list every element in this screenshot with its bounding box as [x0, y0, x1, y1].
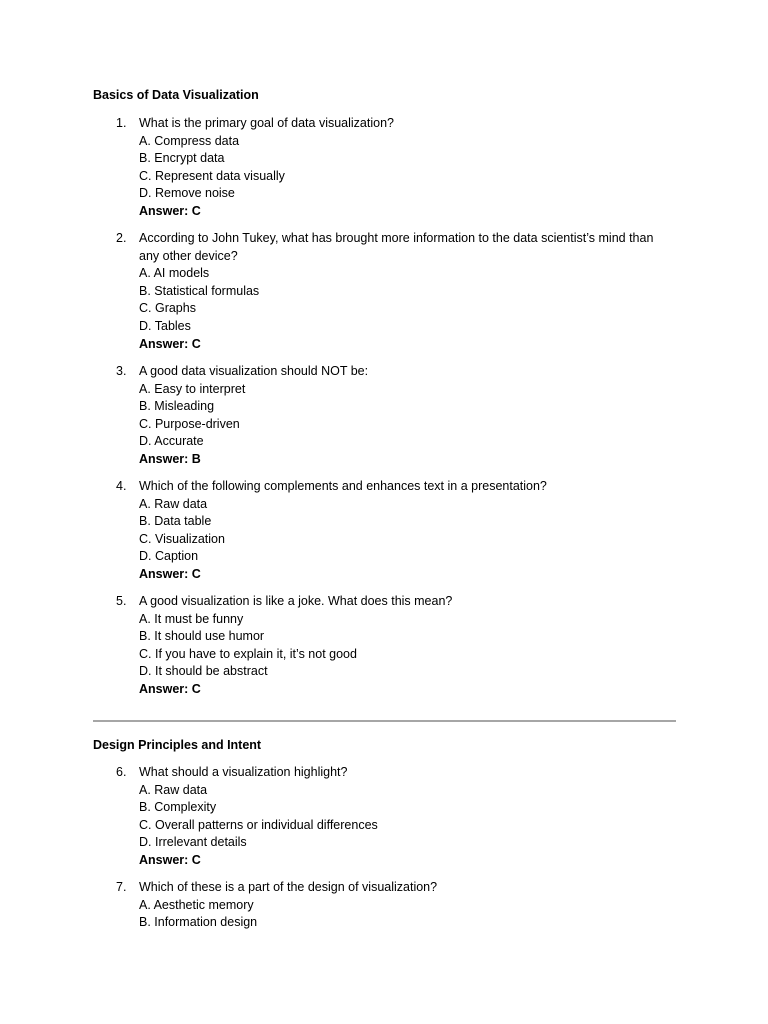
answer-key: Answer: C	[139, 203, 201, 218]
option-d: D. Irrelevant details	[139, 835, 247, 850]
option-d: D. Remove noise	[139, 186, 235, 201]
question-7	[116, 879, 676, 932]
answer-key: Answer: C	[139, 681, 201, 696]
question-number: 6.	[116, 765, 127, 779]
question-4	[116, 478, 676, 584]
question-text: Which of the following complements and enhances text in a presentation?	[139, 479, 547, 493]
option-c: C. Visualization	[139, 531, 225, 546]
option-d: D. Tables	[139, 318, 191, 333]
question-number: 3.	[116, 364, 127, 378]
question-text: Which of these is a part of the design of visualization?	[139, 880, 438, 894]
option-b: B. Information design	[139, 915, 258, 930]
option-a: A. Compress data	[139, 133, 240, 148]
answer-key: Answer: C	[139, 336, 201, 351]
option-b: B. Misleading	[139, 399, 215, 414]
option-a: A. It must be funny	[139, 611, 244, 626]
question-number: 1.	[116, 116, 127, 130]
question-text: What is the primary goal of data visualization?	[139, 116, 394, 130]
question-1	[116, 115, 676, 221]
question-text: According to John Tukey, what has brought more information to the data scientist’s mind than any other device?	[139, 231, 654, 263]
option-b: B. It should use humor	[139, 629, 265, 644]
option-c: C. Graphs	[139, 301, 196, 316]
option-d: D. Accurate	[139, 434, 204, 449]
question-5	[116, 593, 676, 699]
question-6	[116, 764, 676, 870]
answer-key: Answer: C	[139, 566, 201, 581]
section-title: Design Principles and Intent	[93, 738, 262, 752]
option-a: A. AI models	[139, 266, 210, 281]
answer-key: Answer: B	[139, 451, 201, 466]
option-c: C. Purpose-driven	[139, 416, 240, 431]
section-title: Basics of Data Visualization	[93, 88, 259, 102]
option-b: B. Complexity	[139, 800, 217, 815]
question-3	[116, 363, 676, 469]
question-number: 5.	[116, 594, 127, 608]
question-number: 4.	[116, 479, 127, 493]
option-a: A. Raw data	[139, 496, 208, 511]
question-2	[116, 230, 676, 353]
question-number: 2.	[116, 231, 127, 245]
option-b: B. Data table	[139, 514, 212, 529]
question-text: A good data visualization should NOT be:	[139, 364, 369, 378]
option-c: C. Represent data visually	[139, 168, 285, 183]
option-d: D. It should be abstract	[139, 664, 268, 679]
option-a: A. Aesthetic memory	[139, 897, 254, 912]
question-text: What should a visualization highlight?	[139, 765, 348, 779]
option-b: B. Encrypt data	[139, 151, 225, 166]
option-b: B. Statistical formulas	[139, 283, 260, 298]
question-number: 7.	[116, 880, 127, 894]
option-d: D. Caption	[139, 549, 199, 564]
option-c: C. Overall patterns or individual differences	[139, 817, 378, 832]
option-a: A. Raw data	[139, 782, 208, 797]
option-a: A. Easy to interpret	[139, 381, 246, 396]
option-c: C. If you have to explain it, it’s not good	[139, 646, 357, 661]
answer-key: Answer: C	[139, 852, 201, 867]
section-divider	[93, 720, 676, 722]
question-text: A good visualization is like a joke. What does this mean?	[139, 594, 453, 608]
